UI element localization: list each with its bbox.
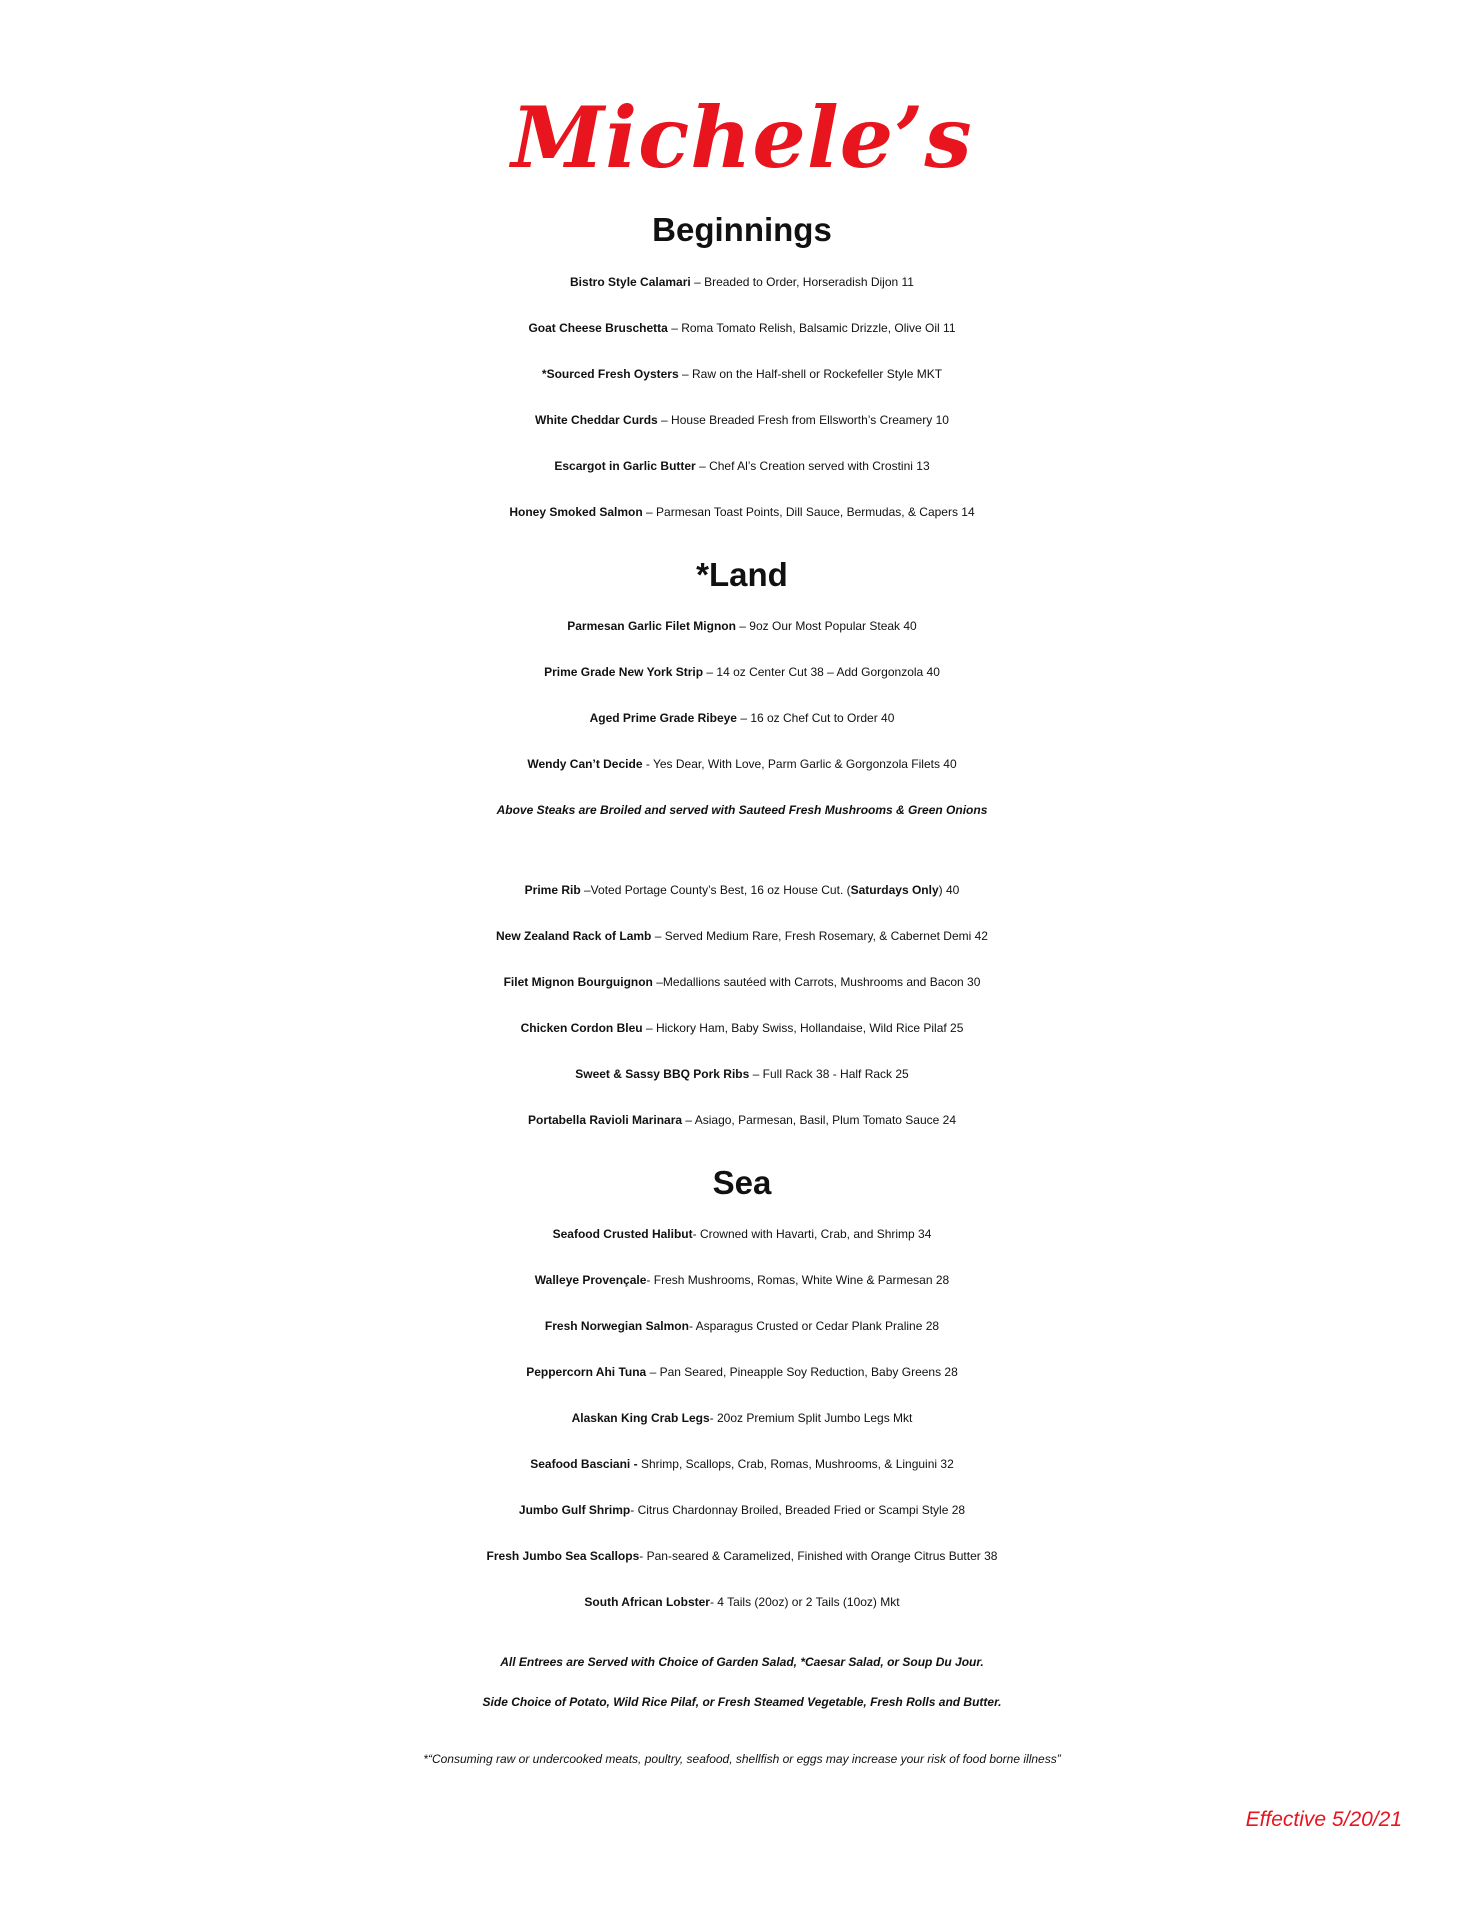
menu-item (0, 264, 1484, 300)
menu-item-name: Fresh Jumbo Sea Scallops (486, 1549, 640, 1563)
menu-item (0, 1400, 1484, 1436)
menu-item-name: *Sourced Fresh Oysters (541, 367, 679, 381)
menu-item-desc: – Roma Tomato Relish, Balsamic Drizzle, Olive Oil 11 (667, 321, 956, 335)
menu-item-desc: –Medallions sautéed with Carrots, Mushrooms and Bacon 30 (652, 975, 981, 989)
menu-item-desc: – Breaded to Order, Horseradish Dijon 11 (690, 275, 914, 289)
menu-item-desc: - Yes Dear, With Love, Parm Garlic & Gorgonzola Filets 40 (642, 757, 957, 771)
menu-item-desc: - Asparagus Crusted or Cedar Plank Praline 28 (688, 1319, 940, 1333)
menu-item-desc: – Hickory Ham, Baby Swiss, Hollandaise, Wild Rice Pilaf 25 (642, 1021, 964, 1035)
saturdays-only-label: Saturdays Only (850, 883, 939, 897)
menu-item-desc: – Raw on the Half-shell or Rockefeller Style MKT (678, 367, 943, 381)
menu-item-name: Jumbo Gulf Shrimp (518, 1503, 631, 1517)
menu-item (0, 1354, 1484, 1390)
menu-item (0, 356, 1484, 392)
menu-item (0, 1492, 1484, 1528)
menu-item-name: Prime Grade New York Strip (544, 665, 704, 679)
menu-item-desc: - Crowned with Havarti, Crab, and Shrimp 34 (692, 1227, 932, 1241)
menu-item (0, 1056, 1484, 1092)
menu-item-desc: – 16 oz Chef Cut to Order 40 (736, 711, 895, 725)
menu-item-name: Honey Smoked Salmon (509, 505, 643, 519)
menu-item-desc: – Served Medium Rare, Fresh Rosemary, & Cabernet Demi 42 (651, 929, 988, 943)
menu-item-desc: – House Breaded Fresh from Ellsworth’s Creamery 10 (657, 413, 949, 427)
menu-item (0, 1102, 1484, 1138)
menu-item (0, 494, 1484, 530)
menu-item-name: White Cheddar Curds (535, 413, 658, 427)
menu-item-name: Walleye Provençale (534, 1273, 647, 1287)
section-heading-beginnings: Beginnings (652, 211, 832, 248)
menu-item (0, 1262, 1484, 1298)
menu-item-price: ) 40 (938, 883, 960, 897)
menu-item-name: Chicken Cordon Bleu (520, 1021, 643, 1035)
menu-item (0, 1446, 1484, 1482)
menu-item-name: Bistro Style Calamari (570, 275, 691, 289)
menu-item (0, 1010, 1484, 1046)
section-heading-sea: Sea (712, 1164, 772, 1201)
food-safety-disclaimer: *“Consuming raw or undercooked meats, poultry, seafood, shellfish or eggs may increase your risk of food borne illness” (423, 1752, 1061, 1766)
menu-item-desc: - Fresh Mushrooms, Romas, White Wine & Parmesan 28 (646, 1273, 950, 1287)
menu-item-desc: – Parmesan Toast Points, Dill Sauce, Bermudas, & Capers 14 (642, 505, 975, 519)
menu-item (0, 448, 1484, 484)
menu-item (0, 872, 1484, 908)
menu-item (0, 654, 1484, 690)
menu-item-desc: - 20oz Premium Split Jumbo Legs Mkt (709, 1411, 913, 1425)
menu-item-name: Filet Mignon Bourguignon (503, 975, 653, 989)
menu-item-name: Peppercorn Ahi Tuna (526, 1365, 647, 1379)
menu-item (0, 700, 1484, 736)
menu-item (0, 1308, 1484, 1344)
menu-item-name: Aged Prime Grade Ribeye (589, 711, 737, 725)
menu-item (0, 1584, 1484, 1620)
menu-item-desc: – 14 oz Center Cut 38 – Add Gorgonzola 40 (703, 665, 940, 679)
menu-item-desc: –Voted Portage County’s Best, 16 oz House Cut. ( (580, 883, 851, 897)
menu-item-desc: – Chef Al’s Creation served with Crostini 13 (695, 459, 930, 473)
menu-item (0, 1538, 1484, 1574)
menu-item-desc: - Pan-seared & Caramelized, Finished with Orange Citrus Butter 38 (639, 1549, 998, 1563)
menu-item-name: Fresh Norwegian Salmon (544, 1319, 689, 1333)
menu-item-desc: – 9oz Our Most Popular Steak 40 (735, 619, 917, 633)
menu-item-name: Prime Rib (524, 883, 581, 897)
menu-item-desc: - Citrus Chardonnay Broiled, Breaded Fried or Scampi Style 28 (630, 1503, 966, 1517)
menu-item-name: Alaskan King Crab Legs (571, 1411, 710, 1425)
menu-item (0, 964, 1484, 1000)
menu-item-name: Goat Cheese Bruschetta (528, 321, 668, 335)
menu-item-desc: – Full Rack 38 - Half Rack 25 (749, 1067, 909, 1081)
menu-item-desc: – Asiago, Parmesan, Basil, Plum Tomato Sauce 24 (682, 1113, 956, 1127)
steak-note: Above Steaks are Broiled and served with Sauteed Fresh Mushrooms & Green Onions (496, 803, 988, 817)
menu-item (0, 608, 1484, 644)
menu-item-name: Parmesan Garlic Filet Mignon (567, 619, 736, 633)
menu-item (0, 402, 1484, 438)
menu-item (0, 746, 1484, 782)
menu-item-name: New Zealand Rack of Lamb (496, 929, 652, 943)
section-heading-land: *Land (696, 556, 788, 593)
menu-item-name: Escargot in Garlic Butter (554, 459, 696, 473)
side-note: Side Choice of Potato, Wild Rice Pilaf, or Fresh Steamed Vegetable, Fresh Rolls and Butter. (482, 1695, 1002, 1709)
menu-item-desc: – Pan Seared, Pineapple Soy Reduction, Baby Greens 28 (646, 1365, 958, 1379)
effective-date: Effective 5/20/21 (1245, 1808, 1402, 1831)
menu-item-name: Seafood Basciani - (530, 1457, 638, 1471)
menu-item (0, 310, 1484, 346)
menu-item-name: Sweet & Sassy BBQ Pork Ribs (575, 1067, 750, 1081)
restaurant-title: Michele’s (511, 88, 973, 187)
menu-item-desc: - 4 Tails (20oz) or 2 Tails (10oz) Mkt (709, 1595, 900, 1609)
menu-item-name: Seafood Crusted Halibut (552, 1227, 693, 1241)
menu-item-desc: Shrimp, Scallops, Crab, Romas, Mushrooms, & Linguini 32 (637, 1457, 954, 1471)
menu-item (0, 918, 1484, 954)
menu-item-name: South African Lobster (584, 1595, 710, 1609)
menu-item-name: Wendy Can’t Decide (527, 757, 643, 771)
entree-note: All Entrees are Served with Choice of Garden Salad, *Caesar Salad, or Soup Du Jour. (500, 1655, 984, 1669)
menu-item-name: Portabella Ravioli Marinara (528, 1113, 683, 1127)
menu-item (0, 1216, 1484, 1252)
